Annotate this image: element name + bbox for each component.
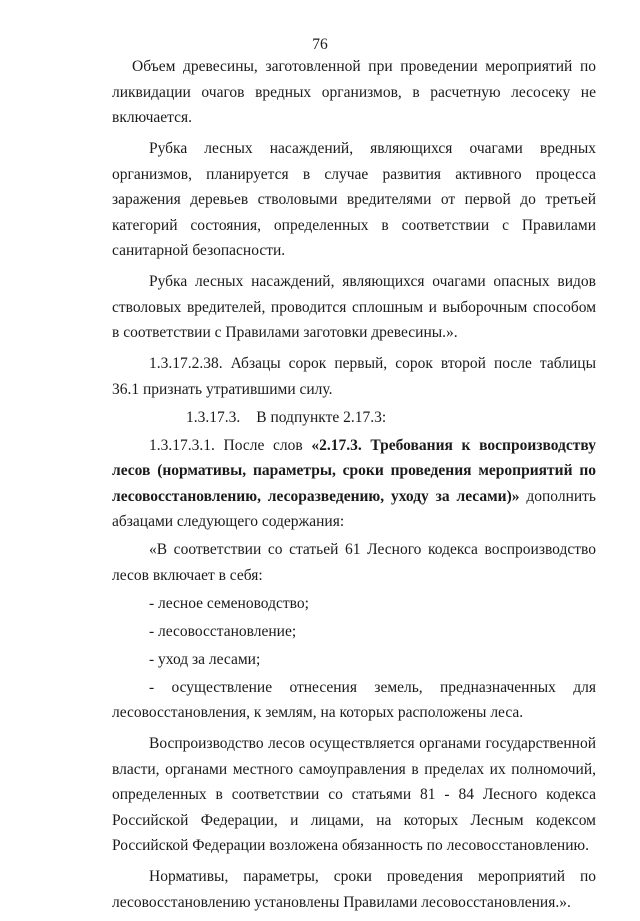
paragraph-article-61: «В соответствии со статьей 61 Лесного кодекса воспроизводство лесов включает в себя: <box>112 541 596 584</box>
list-item-seed-growing: - лесное семеноводство; <box>149 594 309 612</box>
list-item-land-assignment: - осуществление отнесения земель, предназначенных для лесовосстановления, к землям, на которых расположены леса. <box>112 678 596 721</box>
clause-text: В подпункте 2.17.3: <box>256 408 387 426</box>
quoted-heading: «2.17.3. Требования к воспроизводству лесов (нормативы, параметры, сроки проведения мероприятий по лесовосстановлению, лесоразведению, уходу за лесами)» <box>112 436 596 505</box>
document-body <box>112 54 596 921</box>
paragraph-1-3-17-3-1 <box>112 433 596 535</box>
paragraph-timber-volume: Объем древесины, заготовленной при проведении мероприятий по ликвидации очагов вредных организмов, в расчетную лесосеку не включается. <box>112 58 596 126</box>
paragraph-standards-parameters: Нормативы, параметры, сроки проведения мероприятий по лесовосстановлению установлены Правилами лесовосстановления.». <box>112 868 596 911</box>
list-item-forest-care: - уход за лесами; <box>149 650 261 668</box>
page-number: 76 <box>312 36 328 53</box>
clause-number: 1.3.17.3. <box>186 408 241 426</box>
clause-ending: дополнить абзацами следующего содержания: <box>112 487 597 530</box>
paragraph-1-3-17-3 <box>112 405 596 431</box>
paragraph-reproduction-authorities: Воспроизводство лесов осуществляется органами государственной власти, органами местного самоуправления в пределах их полномочий, определенных в соответствии со статьями 81 - 84 Лесного кодекса Российской Федерации, и лицами, на которых Лесным кодексом Российской Федерации возложена обязанность по лесовосстановлению. <box>112 735 596 854</box>
paragraph-felling-harmful-organisms: Рубка лесных насаждений, являющихся очагами вредных организмов, планируется в случае развития активного процесса заражения деревьев стволовыми вредителями от первой до третьей категорий состояния, определенных в соответствии с Правилами санитарной безопасности. <box>112 140 596 259</box>
paragraph-felling-dangerous-pests: Рубка лесных насаждений, являющихся очагами опасных видов стволовых вредителей, проводится сплошным и выборочным способом в соответствии с Правилами заготовки древесины.». <box>112 273 596 341</box>
paragraph-1-3-17-2-38: 1.3.17.2.38. Абзацы сорок первый, сорок второй после таблицы 36.1 признать утратившими силу. <box>112 355 596 398</box>
list-item-reforestation: - лесовосстановление; <box>149 622 297 640</box>
clause-intro: 1.3.17.3.1. После слов <box>149 436 312 454</box>
